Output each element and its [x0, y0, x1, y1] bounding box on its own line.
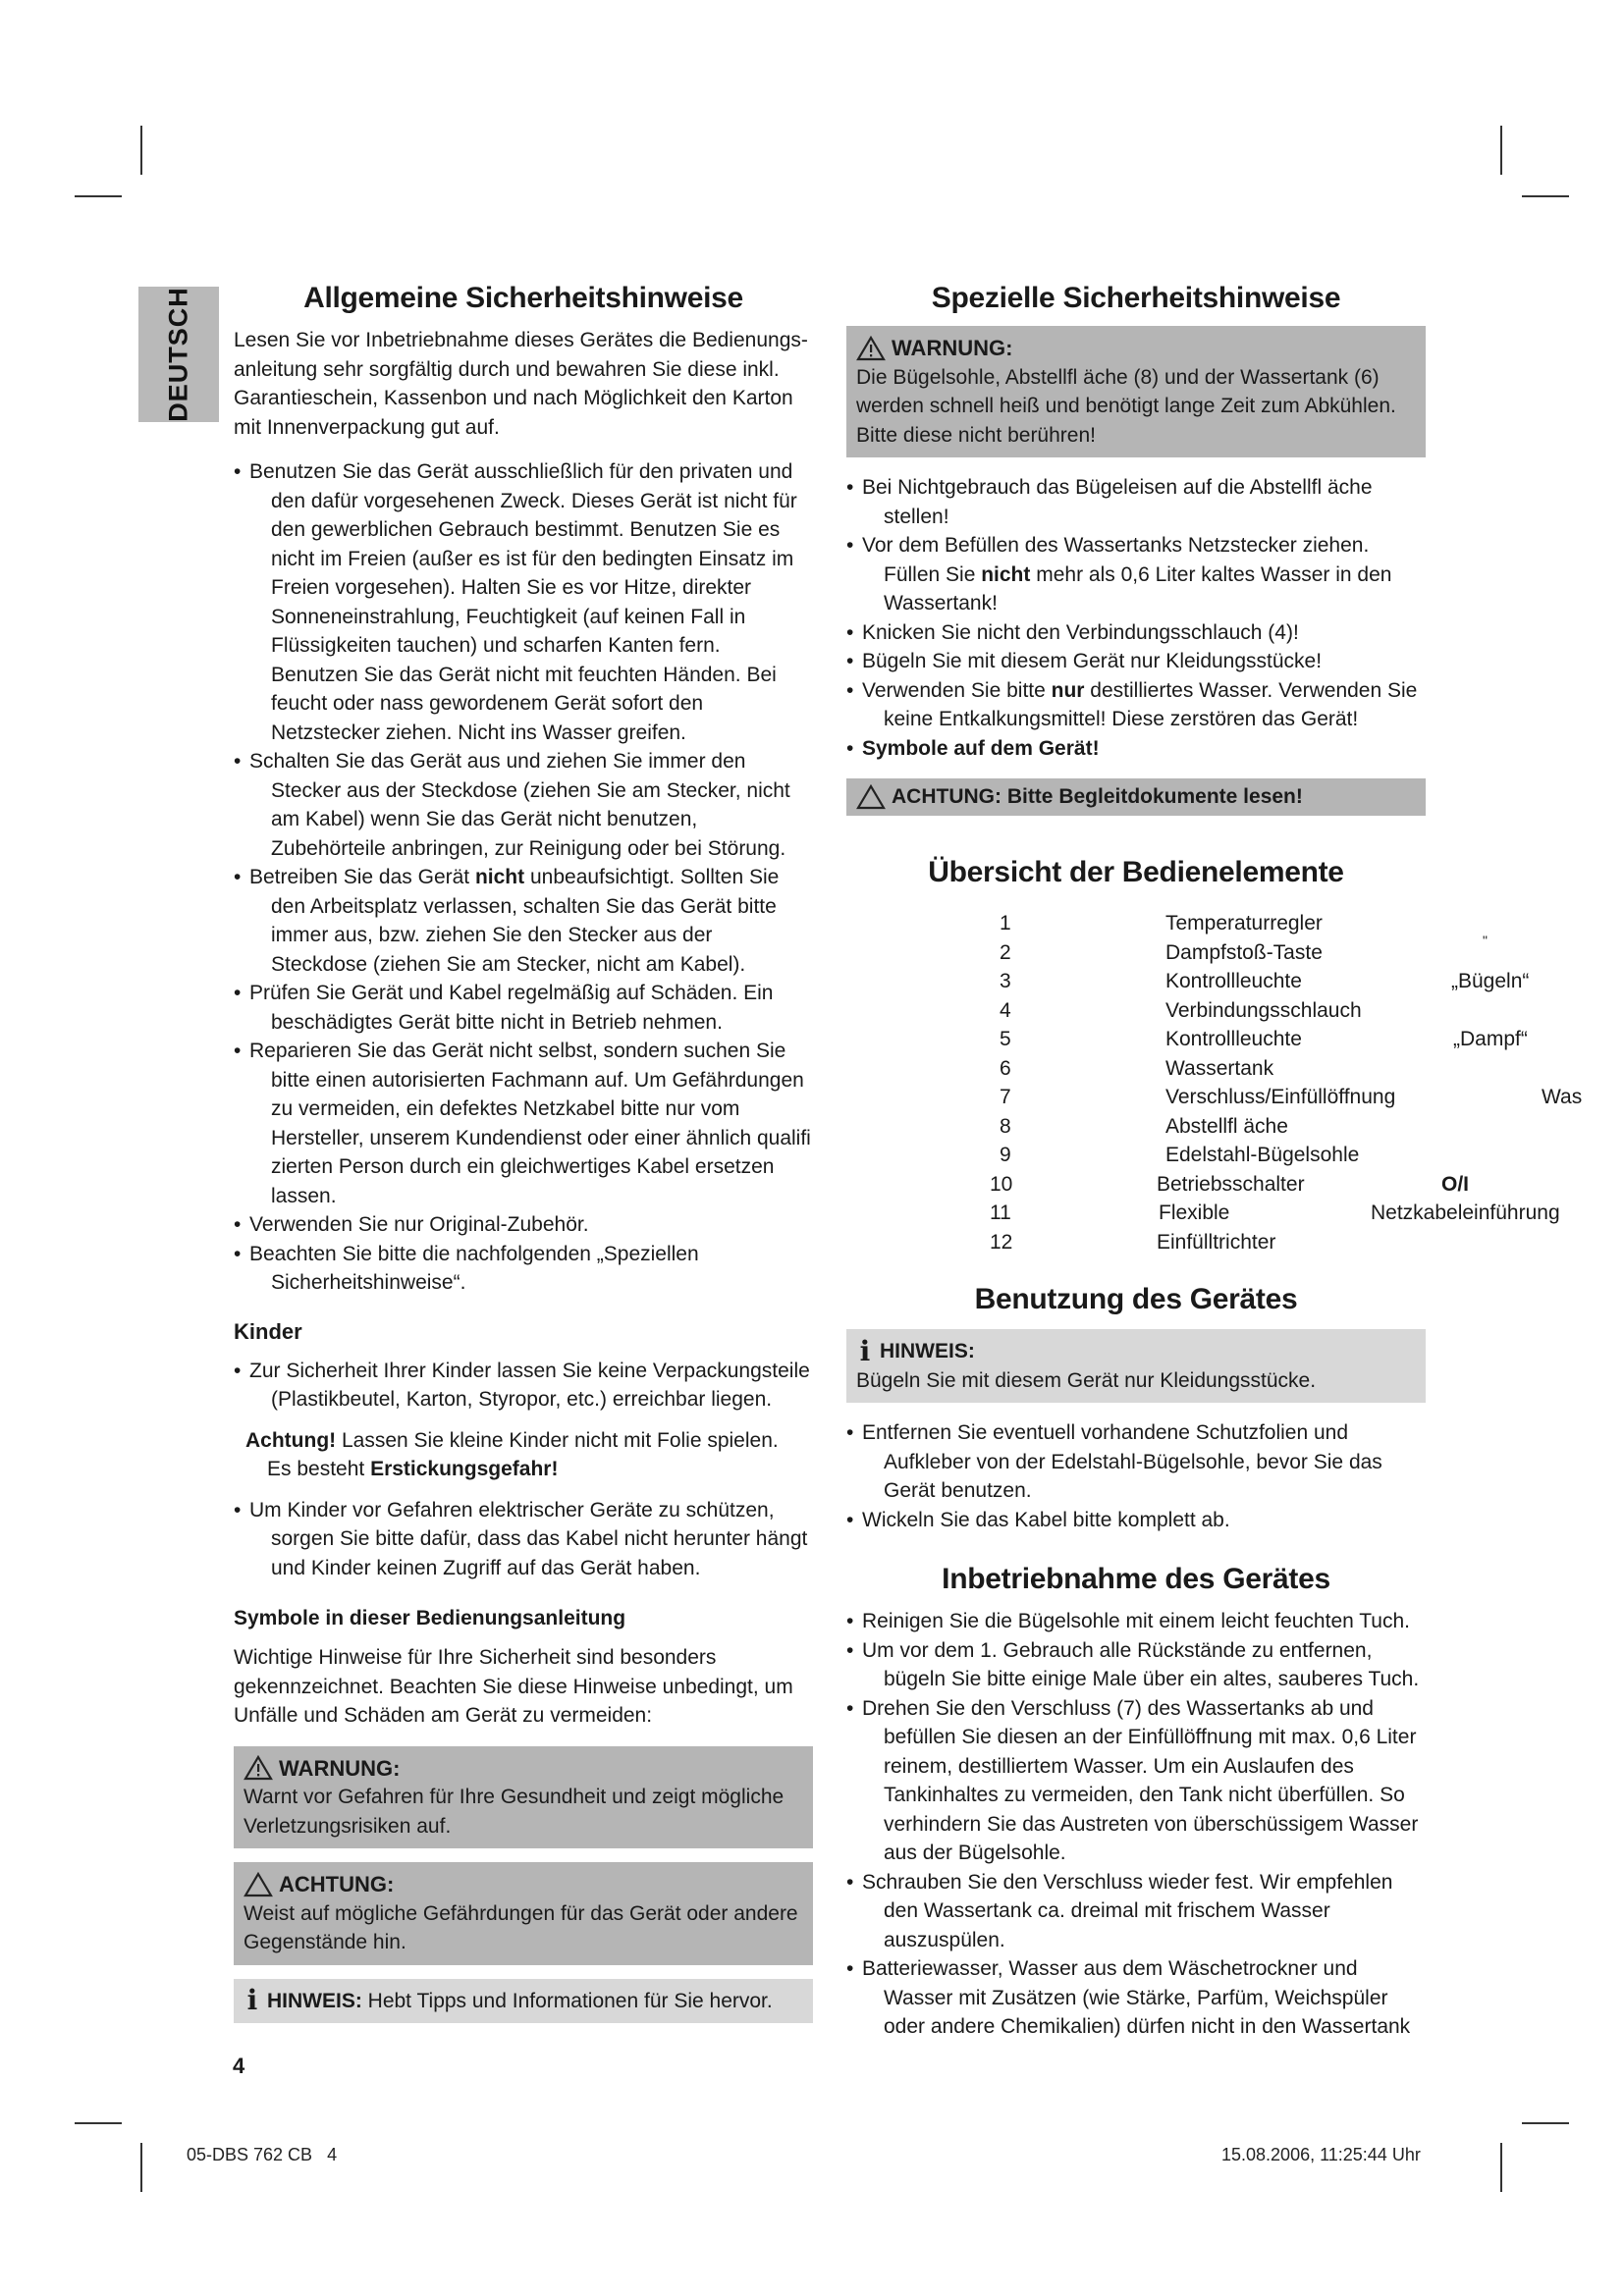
row-number: 1: [1000, 912, 1011, 934]
right-title: Spezielle Sicherheitshinweise: [931, 282, 1341, 314]
row-number: 5: [1000, 1028, 1011, 1050]
crop-mark: [75, 195, 122, 197]
special-warning-text: Die Bügelsohle, Abstellfl äche (8) und der Wassertank (6) werden schnell heiß und benötigt lange Zeit zum Abkühlen. Bitte diese nicht berühren!: [856, 365, 1396, 447]
achtung-line2: Es besteht: [267, 1458, 371, 1480]
left-column: [234, 281, 813, 2023]
info-icon: i: [859, 1334, 871, 1367]
row-number: 2: [1000, 940, 1011, 964]
language-tab: [138, 287, 219, 422]
row-number: 7: [1000, 1086, 1011, 1108]
general-safety-list: [234, 457, 813, 1298]
row-extra: O/I: [1441, 1172, 1470, 1196]
table-row: [972, 932, 1561, 968]
list-item: • Reparieren Sie das Gerät nicht selbst, sondern suchen Sie bitte einen autorisierten Fachmann auf. Um Gefährdungen zu vermeiden, ein defektes Netzkabel bitte nur vom Hersteller, unserem Kundendienst oder einer ähnlich qualifi zierten Person durch ein gleichwertiges Kabel ersetzen lassen.: [234, 1037, 813, 1210]
achtung-bar-text: ACHTUNG: Bitte Begleitdokumente lesen!: [892, 785, 1303, 808]
list-item: [234, 863, 813, 979]
list-item: • Bei Nichtgebrauch das Bügeleisen auf die Abstellfl äche stellen!: [846, 473, 1426, 531]
row-number: 10: [990, 1172, 1013, 1196]
row-number: 3: [1000, 970, 1011, 992]
crop-mark: [1500, 126, 1502, 175]
crop-mark: [1500, 2143, 1502, 2192]
row-label: Dampfstoß-Taste: [1165, 940, 1323, 964]
row-number: 11: [990, 1201, 1011, 1224]
usage-list: [846, 1418, 1426, 1534]
list-item: • Drehen Sie den Verschluss (7) des Wassertanks ab und befüllen Sie diesen an der Einfüllöffnung mit max. 0,6 Liter reinem, destilliertem Wasser. Um ein Auslaufen des Tankinhaltes zu vermeiden, den Tank nicht überfüllen. So verhindern Sie das Austreten von überschüssigem Wasser aus der Bügelsohle.: [846, 1694, 1426, 1868]
list-item: • Schrauben Sie den Verschluss wieder fest. Wir empfehlen den Wassertank ca. dreimal mit frischem Wasser auszuspülen.: [846, 1868, 1426, 1955]
list-item: • Um vor dem 1. Gebrauch alle Rückstände zu entfernen, bügeln Sie bitte einige Male über ein altes, sauberes Tuch.: [846, 1636, 1426, 1694]
left-title: Allgemeine Sicherheitshinweise: [303, 282, 743, 314]
kinder-heading: Kinder: [234, 1318, 302, 1344]
text-span: unbeaufsichtigt. Sollten Sie den Arbeitsplatz verlassen, schalten Sie das Gerät bitte immer aus, bzw. ziehen Sie den Stecker aus der Steckdose (ziehen Sie am Stecker, nicht am Kabel).: [271, 866, 780, 976]
page-number: 4: [233, 2054, 245, 2078]
achtung-label: Achtung!: [245, 1428, 337, 1452]
table-row: [972, 1228, 1561, 1257]
row-label: Wassertank: [1165, 1056, 1274, 1080]
crop-mark: [140, 2143, 142, 2192]
row-label: Flexible: [1159, 1201, 1230, 1224]
row-number: 12: [990, 1230, 1013, 1254]
text-span: Vor dem Befüllen des Wassertanks Netzstecker ziehen.: [862, 534, 1370, 557]
table-row: [972, 967, 1561, 996]
start-list: [846, 1607, 1426, 2042]
list-item: • Zur Sicherheit Ihrer Kinder lassen Sie keine Verpackungsteile (Plastikbeutel, Karton, Styropor, etc.) erreichbar liegen.: [234, 1357, 813, 1415]
achtung-bar-row: [856, 782, 1416, 812]
row-extra: ": [1483, 932, 1488, 948]
row-label: Betriebsschalter: [1157, 1172, 1305, 1196]
special-warning-title: WARNUNG:: [892, 336, 1013, 360]
row-number: 4: [1000, 998, 1011, 1022]
row-extra: Was: [1542, 1086, 1583, 1108]
crop-mark: [75, 2122, 122, 2124]
warning-triangle-icon: [856, 336, 886, 361]
achtung-note: [234, 1426, 813, 1484]
list-item: • Beachten Sie bitte die nachfolgenden „Speziellen Sicherheitshinweise“.: [234, 1240, 813, 1298]
list-item: • Bügeln Sie mit diesem Gerät nur Kleidungsstücke!: [846, 647, 1426, 676]
achtung-box: [234, 1862, 813, 1965]
warning-box-title-row: [244, 1754, 803, 1784]
achtung-box-title: ACHTUNG:: [279, 1872, 395, 1896]
table-row: [972, 1054, 1561, 1084]
usage-hint-title-row: [856, 1334, 1416, 1367]
info-icon: i: [246, 1984, 258, 2017]
table-row: [972, 996, 1561, 1026]
hinweis-box: [234, 1979, 813, 2024]
list-item: • Prüfen Sie Gerät und Kabel regelmäßig auf Schäden. Ein beschädigtes Gerät bitte nicht in Betrieb nehmen.: [234, 979, 813, 1037]
row-label: Verbindungsschlauch: [1165, 998, 1362, 1022]
row-number: 6: [1000, 1056, 1011, 1080]
overview-table: [972, 909, 1583, 1256]
row-extra: Netzkabeleinführung: [1371, 1201, 1560, 1224]
bold-span: Symbole auf dem Gerät!: [862, 736, 1100, 760]
text-span: mehr als 0,6 Liter kaltes Wasser in den Wassertank!: [884, 562, 1392, 614]
caution-triangle-icon: [244, 1872, 273, 1897]
kinder-list-1: [234, 1357, 813, 1415]
list-item: [846, 734, 1426, 764]
right-column-lower: [846, 1282, 1426, 2042]
table-row: [972, 1083, 1583, 1112]
overview-title: Übersicht der Bedienelemente: [928, 855, 1344, 888]
warning-triangle-icon: [244, 1755, 273, 1781]
usage-hint-title: HINWEIS:: [880, 1340, 975, 1362]
list-item: • Verwenden Sie nur Original-Zubehör.: [234, 1210, 813, 1240]
row-number: 8: [1000, 1114, 1011, 1138]
symbole-heading: Symbole in dieser Bedienungsanleitung: [234, 1607, 626, 1629]
warning-box-text: Warnt vor Gefahren für Ihre Gesundheit und zeigt mögliche Verletzungsrisiken auf.: [244, 1786, 785, 1838]
crop-mark: [140, 126, 142, 175]
table-row: [972, 909, 1561, 938]
usage-hint-text: Bügeln Sie mit diesem Gerät nur Kleidungsstücke.: [856, 1368, 1317, 1392]
list-item: [846, 531, 1426, 618]
row-label: Edelstahl-Bügelsohle: [1165, 1144, 1360, 1166]
achtung-text: Lassen Sie kleine Kinder nicht mit Folie spielen.: [336, 1428, 779, 1452]
list-item: • Batteriewasser, Wasser aus dem Wäschetrockner und Wasser mit Zusätzen (wie Stärke, Parfüm, Weichspüler oder andere Chemikalien) dürfen nicht in den Wassertank: [846, 1954, 1426, 2042]
intro-paragraph: Lesen Sie vor Inbetriebnahme dieses Gerätes die Bedienungs-anleitung sehr sorgfältig durch und bewahren Sie diese inkl. Garantieschein, Kassenbon und nach Möglichkeit den Karton mit Innenverpackung gut auf.: [234, 329, 808, 439]
hinweis-box-title: HINWEIS:: [267, 1989, 362, 2012]
crop-mark: [1522, 195, 1569, 197]
hinweis-box-text: Hebt Tipps und Informationen für Sie hervor.: [361, 1989, 773, 2012]
row-label: Kontrollleuchte: [1165, 1028, 1302, 1050]
text-span: destilliertes Wasser. Verwenden Sie keine Entkalkungsmittel! Diese zerstören das Gerät!: [884, 678, 1418, 730]
table-row: [972, 1141, 1561, 1170]
table-row: [972, 1112, 1561, 1142]
caution-triangle-icon: [856, 784, 886, 810]
list-item: • Um Kinder vor Gefahren elektrischer Geräte zu schützen, sorgen Sie bitte dafür, dass das Kabel nicht herunter hängt und Kinder keinen Zugriff auf das Gerät haben.: [234, 1496, 813, 1583]
special-warning-title-row: [856, 334, 1416, 363]
list-item: [846, 676, 1426, 734]
start-title: Inbetriebnahme des Gerätes: [942, 1563, 1330, 1595]
row-label: Einfülltrichter: [1157, 1230, 1276, 1254]
bold-span: nicht: [474, 866, 525, 888]
footer-file-info: 05-DBS 762 CB 4: [187, 2145, 338, 2164]
text-span: Betreiben Sie das Gerät: [249, 866, 475, 888]
kinder-list-2: [234, 1496, 813, 1583]
row-label: Abstellfl äche: [1165, 1114, 1288, 1138]
achtung-line2-bold: Erstickungsgefahr!: [370, 1458, 559, 1480]
list-item: • Entfernen Sie eventuell vorhandene Schutzfolien und Aufkleber von der Edelstahl-Bügelsohle, bevor Sie das Gerät benutzen.: [846, 1418, 1426, 1506]
special-safety-list: [846, 473, 1426, 763]
right-column: [846, 281, 1426, 898]
text-span: Füllen Sie: [884, 562, 982, 586]
table-row: [972, 1170, 1561, 1200]
footer-timestamp: 15.08.2006, 11:25:44 Uhr: [1221, 2145, 1421, 2164]
list-item: • Wickeln Sie das Kabel bitte komplett ab.: [846, 1506, 1426, 1535]
special-warning-box: [846, 326, 1426, 457]
bold-span: nicht: [981, 562, 1031, 586]
row-label: Kontrollleuchte: [1165, 970, 1302, 992]
language-tab-label: DEUTSCH: [163, 287, 193, 422]
crop-mark: [1522, 2122, 1569, 2124]
row-number: 9: [1000, 1144, 1011, 1166]
row-extra: „Bügeln“: [1451, 970, 1530, 992]
warning-box: [234, 1746, 813, 1849]
bold-span: nur: [1051, 678, 1085, 702]
text-span: Verwenden Sie bitte: [862, 678, 1052, 702]
list-item: • Knicken Sie nicht den Verbindungsschlauch (4)!: [846, 618, 1426, 648]
achtung-box-title-row: [244, 1870, 803, 1899]
table-row: [972, 1025, 1561, 1054]
achtung-box-text: Weist auf mögliche Gefährdungen für das Gerät oder andere Gegenstände hin.: [244, 1901, 798, 1953]
row-extra: „Dampf“: [1453, 1028, 1528, 1050]
achtung-bar: [846, 778, 1426, 816]
row-label: Verschluss/Einfüllöffnung: [1165, 1086, 1396, 1108]
list-item: • Reinigen Sie die Bügelsohle mit einem leicht feuchten Tuch.: [846, 1607, 1426, 1636]
table-row: [972, 1199, 1561, 1228]
list-item: • Benutzen Sie das Gerät ausschließlich für den privaten und den dafür vorgesehenen Zweck. Dieses Gerät ist nicht für den gewerblichen Gebrauch bestimmt. Benutzen Sie es nicht im Freien (außer es ist für den bedingten Einsatz im Freien vorgesehen). Halten Sie es vor Hitze, direkter Sonneneinstrahlung, Feuchtigkeit (auf keinen Fall in Flüssigkeiten tauchen) und scharfen Kanten fern. Benutzen Sie das Gerät nicht mit feuchten Händen. Bei feucht oder nass gewordenem Gerät sofort den Netzstecker ziehen. Nicht ins Wasser greifen.: [234, 457, 813, 747]
list-item: • Schalten Sie das Gerät aus und ziehen Sie immer den Stecker aus der Steckdose (ziehen Sie am Stecker, nicht am Kabel) wenn Sie das Gerät nicht benutzen, Zubehörteile anbringen, zur Reinigung oder bei Störung.: [234, 747, 813, 863]
usage-title: Benutzung des Gerätes: [974, 1283, 1298, 1315]
symbole-paragraph: Wichtige Hinweise für Ihre Sicherheit sind besonders gekennzeichnet. Beachten Sie diese Hinweise unbedingt, um Unfälle und Schäden am Gerät zu vermeiden:: [234, 1646, 793, 1727]
usage-hint-box: [846, 1329, 1426, 1403]
warning-box-title: WARNUNG:: [279, 1755, 401, 1781]
row-label: Temperaturregler: [1165, 912, 1323, 934]
